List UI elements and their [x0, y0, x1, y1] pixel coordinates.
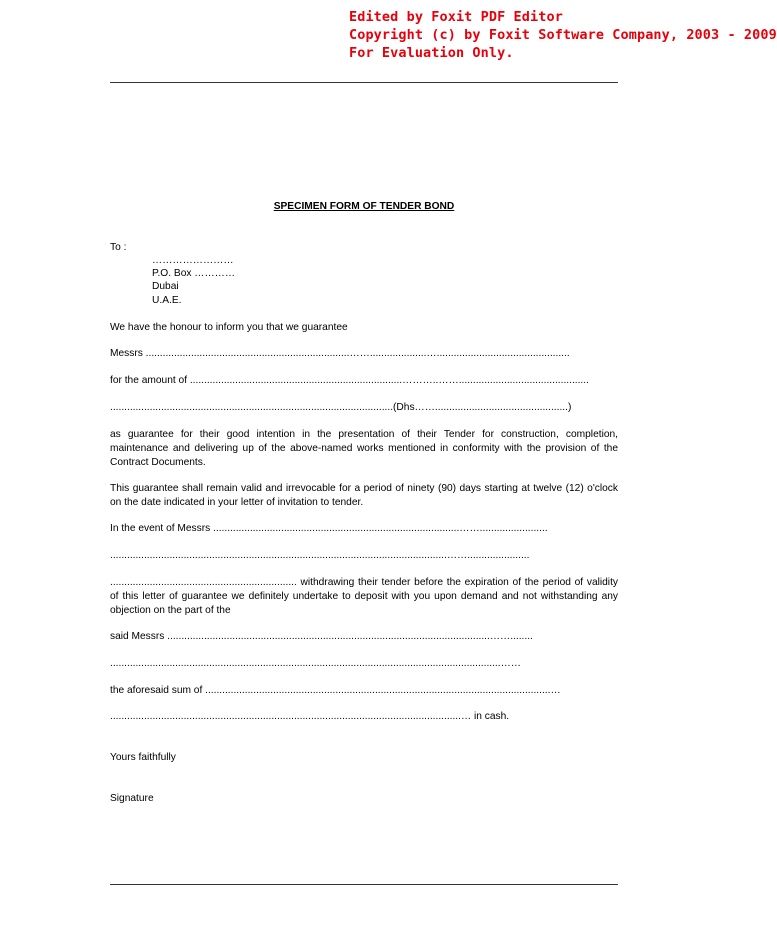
signature-label: Signature [110, 793, 154, 804]
blank-line-1: .......................................................................................................................……...................... [110, 550, 530, 561]
address-po-box: P.O. Box ………… [152, 268, 236, 279]
blank-line-2: ..........................................................................................................................................…… [110, 658, 521, 669]
guarantee-paragraph: as guarantee for their good intention in the presentation of their Tender for construction, completion, maintenance and delivering up of the above-named works mentioned in conformity with the provision of the Contract Documents. [110, 429, 618, 468]
document-title: SPECIMEN FORM OF TENDER BOND [273, 201, 455, 212]
intro-text: We have the honour to inform you that we guarantee [110, 322, 348, 333]
said-messrs-line: said Messrs ..................................................................................................................……........ [110, 631, 533, 642]
footer-divider [110, 884, 618, 885]
address-country: U.A.E. [152, 295, 182, 306]
watermark-line-3: For Evaluation Only. [349, 45, 514, 61]
watermark-line-1: Edited by Foxit PDF Editor [349, 9, 563, 25]
watermark-line-2: Copyright (c) by Foxit Software Company, 2003 - 2009 [349, 27, 777, 43]
cash-line: ............................................................................................................................… in cash. [110, 711, 510, 722]
withdraw-paragraph: .................................................................. withdrawing their tender before the expiration of the period of validity of this letter of guarantee we definitely undertake to deposit with you upon demand and not withstanding any objection on the part of the [110, 577, 618, 616]
dhs-line: ....................................................................................................(Dhs……...............................................) [110, 402, 572, 413]
amount-line: for the amount of ...........................................................................………..…….............................................. [110, 375, 589, 386]
validity-paragraph: This guarantee shall remain valid and irrevocable for a period of ninety (90) days starting at twelve (12) o'clock on the date indicated in your letter of invitation to tender. [110, 483, 618, 508]
to-label: To : [110, 242, 127, 253]
aforesaid-sum-line: the aforesaid sum of ..........................................................................................................................… [110, 685, 561, 696]
messrs-line: Messrs ........................................................................……....................…............................................... [110, 348, 570, 359]
header-divider [110, 82, 618, 83]
address-city: Dubai [152, 281, 179, 292]
event-line: In the event of Messrs .......................................................................................……........................ [110, 523, 548, 534]
closing-text: Yours faithfully [110, 752, 176, 763]
address-line-1: …………………… [152, 255, 234, 266]
evaluation-watermark [349, 8, 777, 62]
